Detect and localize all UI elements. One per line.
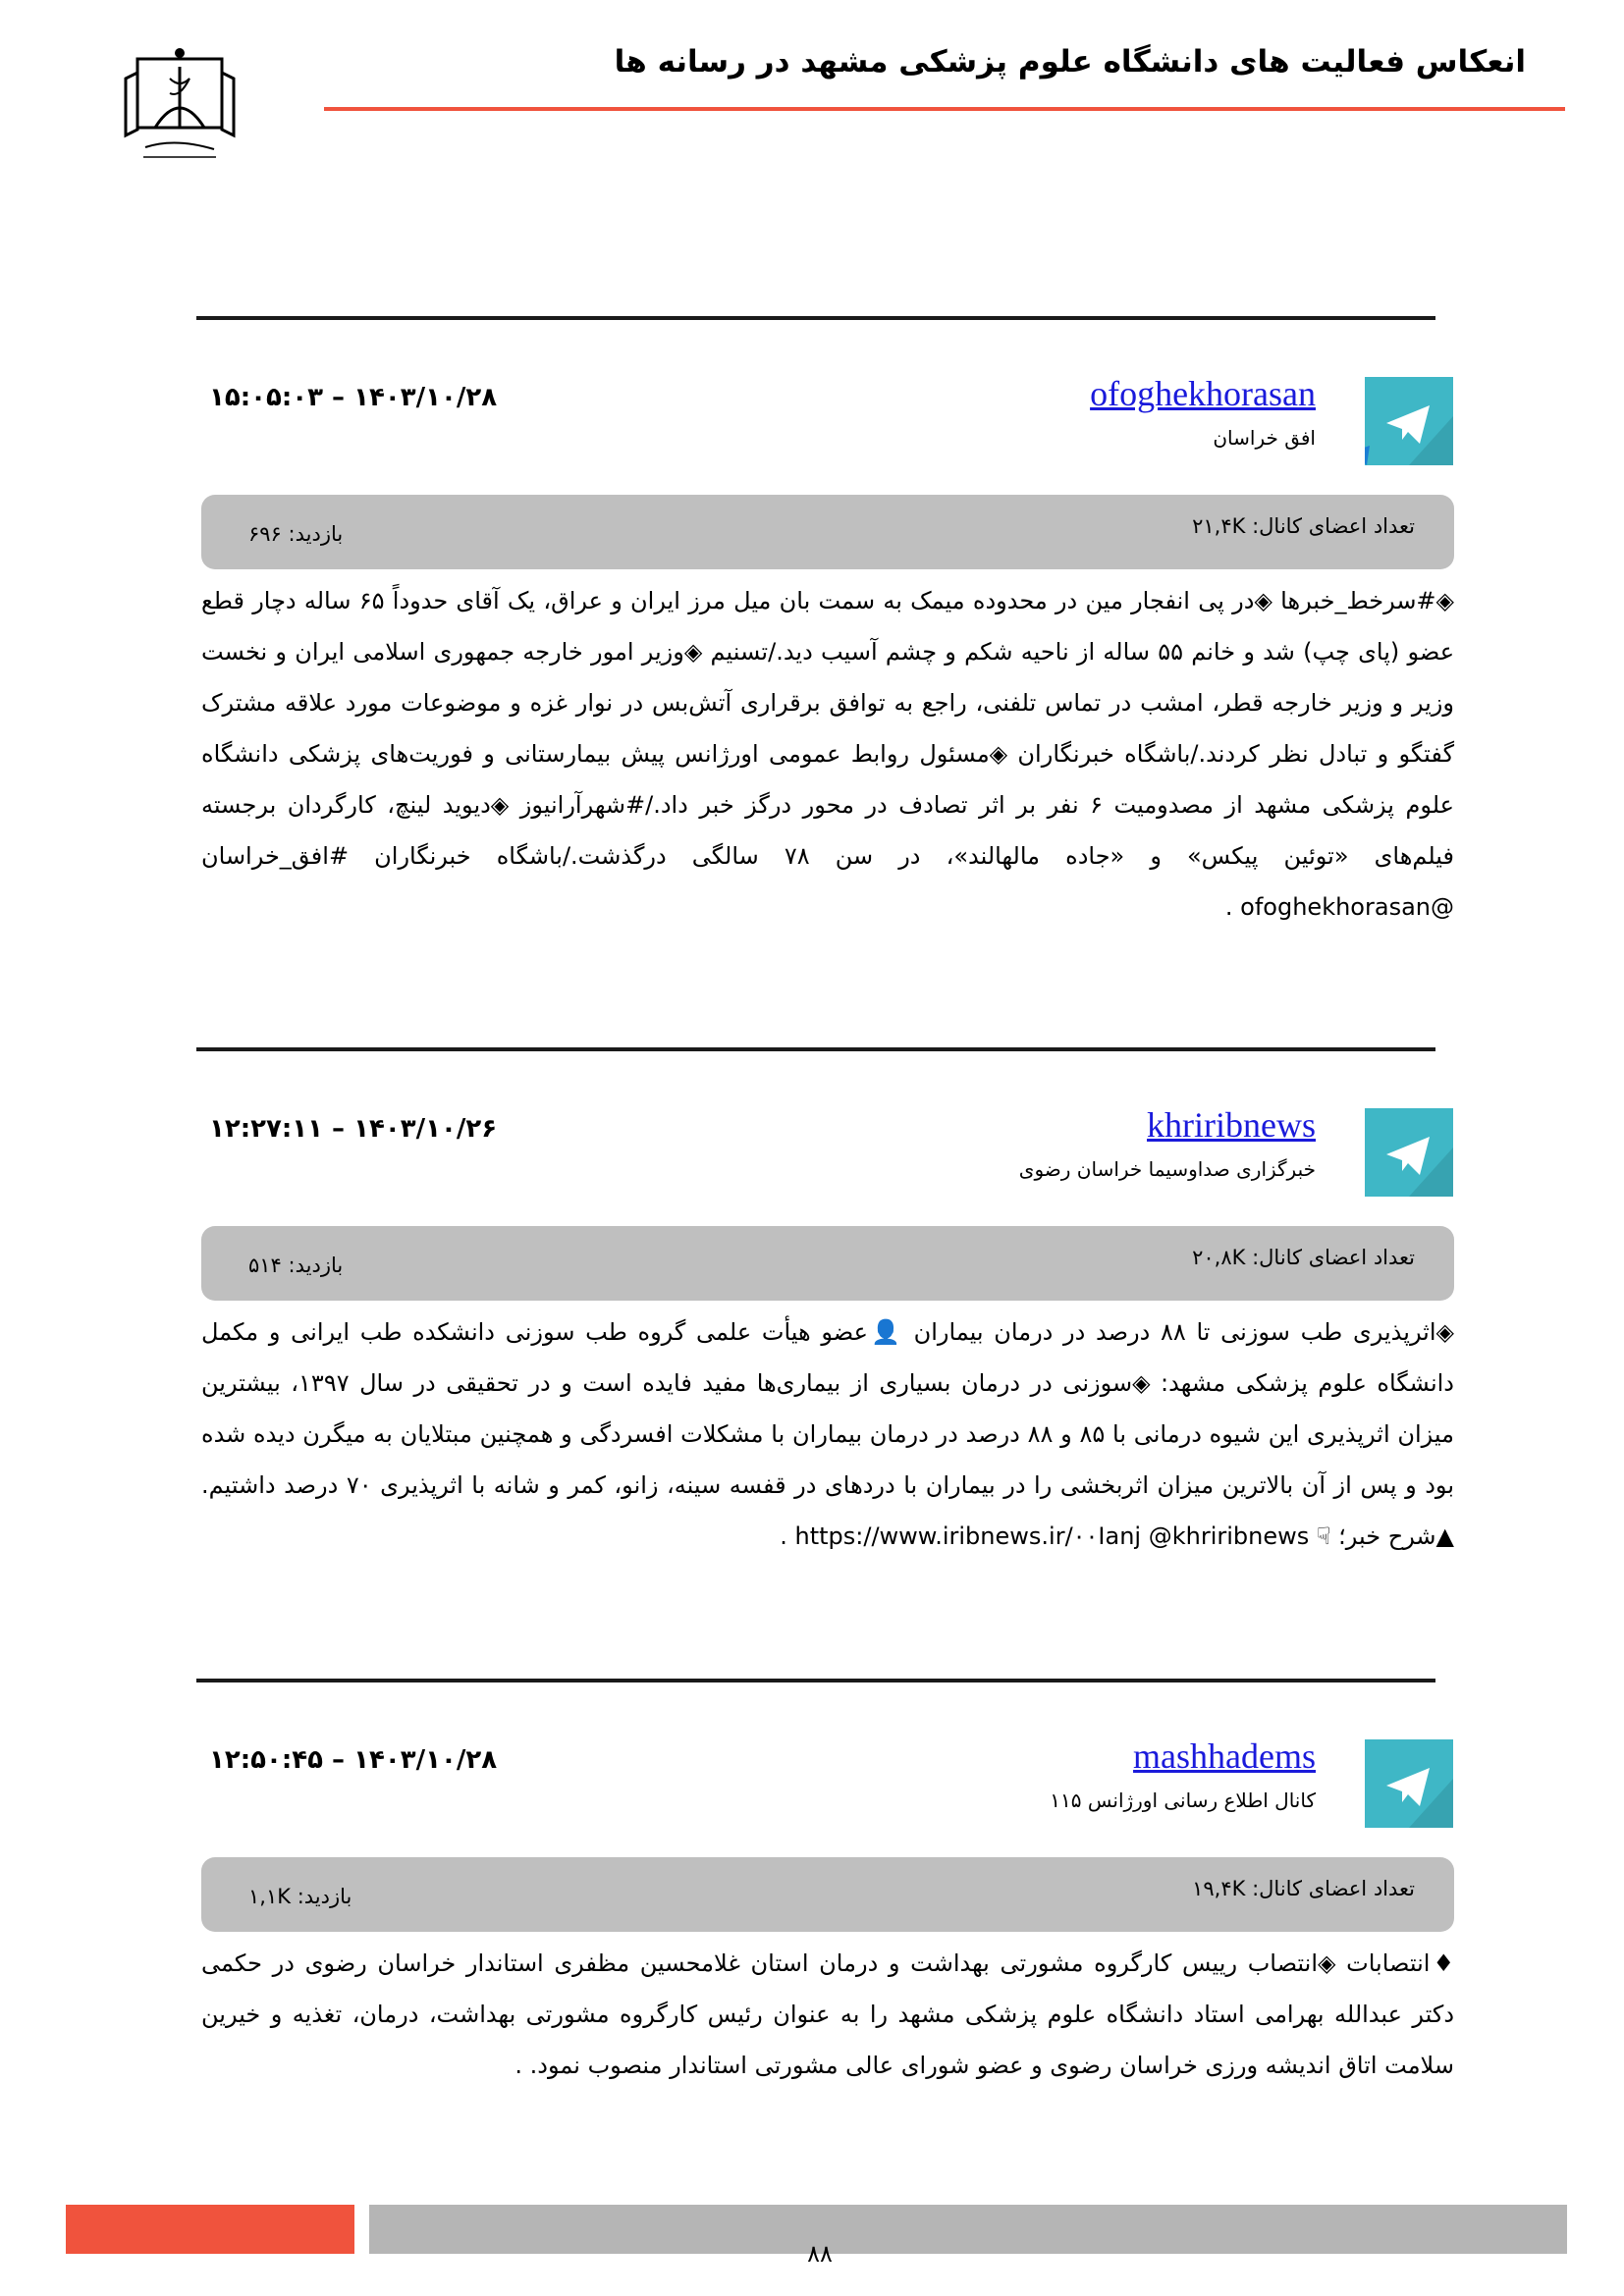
telegram-icon[interactable] xyxy=(1365,377,1453,470)
footer-bar xyxy=(369,2205,1567,2254)
channel-name: افق خراسان xyxy=(1213,426,1316,450)
post-datetime: ۱۲:۲۷:۱۱ – ۱۴۰۳/۱۰/۲۶ xyxy=(209,1114,498,1144)
telegram-icon[interactable] xyxy=(1365,1739,1453,1833)
post-body-text: ◈اثرپذیری طب سوزنی تا ۸۸ درصد در درمان بیماران 👤عضو هیأت علمی گروه طب سوزنی دانشکده طب ایرانی و مکمل دانشگاه علوم پزشکی مشهد: ◈سوزنی در درمان بسیاری از بیماری‌ها مفید فایده است و در تحقیقی در سال ۱۳۹۷، بیشترین میزان اثرپذیری این شیوه درمانی با ۸۵ و ۸۸ درصد در درمان بیماران با مشکلات افسردگی و همچنین مبتلایان به میگرن دیده شده بود و پس از آن بالاترین میزان اثربخشی را در بیماران با دردهای در قفسه سینه، زانو، کمر و شانه با اثرپذیری ۷۰ درصد داشتیم. ▲شرح خبر؛ ☟ https://www.iribnews.ir/۰۰Ianj @khriribnews . xyxy=(201,1318,1455,1550)
post-datetime: ۱۵:۰۵:۰۳ – ۱۴۰۳/۱۰/۲۸ xyxy=(209,383,498,412)
views-count: بازدید: ۵۱۴ xyxy=(248,1254,344,1277)
views-count: بازدید: ۱,۱K xyxy=(248,1885,352,1908)
members-count: تعداد اعضای کانال: ۲۱,۴K xyxy=(1192,514,1415,538)
views-count: بازدید: ۶۹۶ xyxy=(248,522,344,546)
page-header-title: انعکاس فعالیت های دانشگاه علوم پزشکی مشهد در رسانه ها xyxy=(614,44,1526,80)
university-seal-icon xyxy=(116,39,244,172)
post-datetime: ۱۲:۵۰:۴۵ – ۱۴۰۳/۱۰/۲۸ xyxy=(209,1745,498,1775)
members-count: تعداد اعضای کانال: ۱۹,۴K xyxy=(1192,1877,1415,1900)
telegram-icon[interactable] xyxy=(1365,1108,1453,1201)
post-divider xyxy=(196,1047,1435,1051)
members-count: تعداد اعضای کانال: ۲۰,۸K xyxy=(1192,1246,1415,1269)
channel-name: کانال اطلاع رسانی اورژانس ۱۱۵ xyxy=(1050,1789,1316,1812)
channel-info-bar xyxy=(201,1857,1454,1932)
footer-accent-bar xyxy=(66,2205,354,2254)
post-divider xyxy=(196,1679,1435,1682)
post-body-text: ♦انتصابات ◈انتصاب رییس کارگروه مشورتی بهداشت و درمان استان غلامحسین مظفری استاندار خراسان رضوی در حکمی دکتر عبدالله بهرامی استاد دانشگاه علوم پزشکی مشهد را به عنوان رئیس کارگروه مشورتی بهداشت، درمان، تغذیه و خیرین سلامت اتاق اندیشه ورزی خراسان رضوی و عضو شورای عالی مشورتی استاندار منصوب نمود. . xyxy=(201,1949,1454,2079)
page-number: ۸۸ xyxy=(807,2240,833,2268)
header-divider xyxy=(324,107,1565,111)
post-body-text: ◈#سرخط_خبرها ◈در پی انفجار مین در محدوده میمک به سمت بان میل مرز ایران و عراق، یک آقای حدوداً ۶۵ ساله دچار قطع عضو (پای چپ) شد و خانم ۵۵ ساله از ناحیه شکم و چشم آسیب دید./تسنیم ◈وزیر امور خارجه جمهوری اسلامی ایران و نخست وزیر و وزیر خارجه قطر، امشب در تماس تلفنی، راجع به توافق برقراری آتش‌بس در نوار غزه و موضوعات مورد علاقه مشترک گفتگو و تبادل نظر کردند./باشگاه خبرنگاران ◈مسئول روابط عمومی اورژانس پیش بیمارستانی و فوریت‌های پزشکی دانشگاه علوم پزشکی مشهد از مصدومیت ۶ نفر بر اثر تصادف در محور درگز خبر داد./#شهرآرانیوز ◈دیوید لینچ، کارگردان برجسته فیلم‌های «توئین پیکس» و «جاده مالهالند»، در سن ۷۸ سالگی درگذشت./باشگاه خبرنگاران #افق_خراسان @ofoghekhorasan . xyxy=(201,587,1455,921)
channel-info-bar xyxy=(201,495,1454,569)
channel-info-bar xyxy=(201,1226,1454,1301)
channel-handle-link[interactable]: khriribnews xyxy=(1147,1105,1316,1145)
post-divider xyxy=(196,316,1435,320)
channel-name: خبرگزاری صداوسیما خراسان رضوی xyxy=(1018,1157,1316,1181)
channel-handle-link[interactable]: mashhadems xyxy=(1133,1736,1316,1776)
channel-handle-link[interactable]: ofoghekhorasan xyxy=(1090,374,1316,413)
